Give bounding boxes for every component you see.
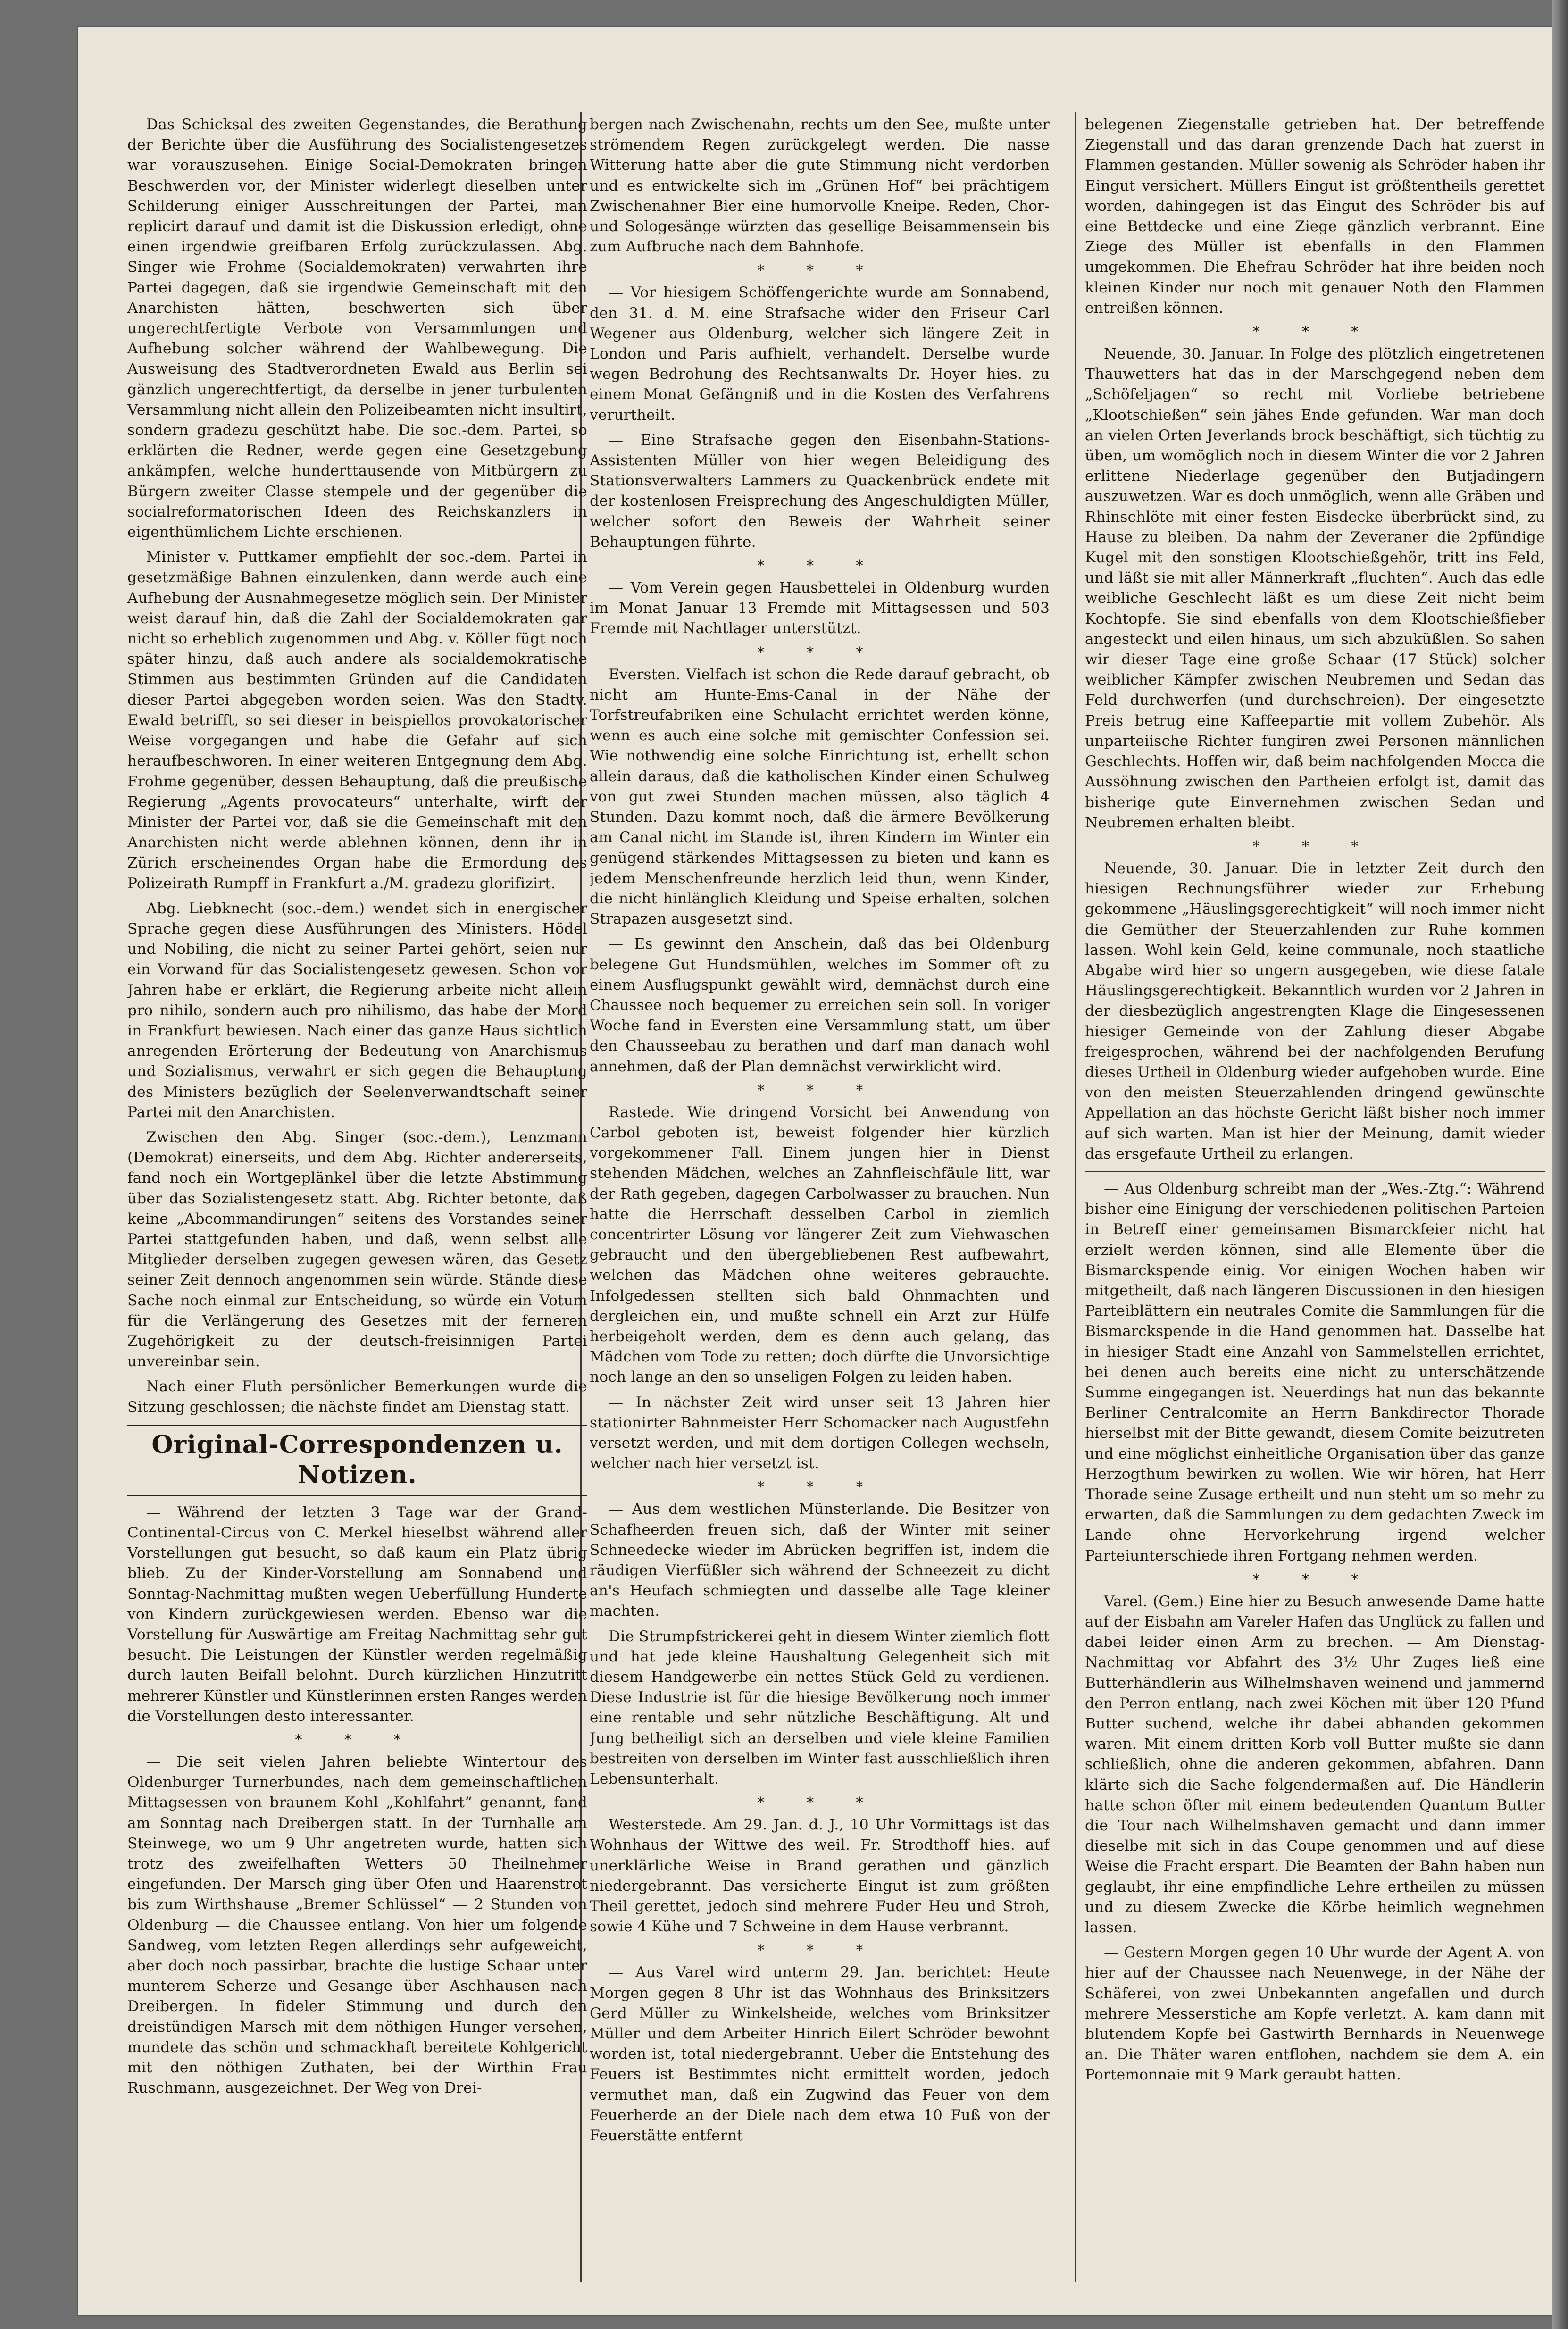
article-paragraph: — Die seit vielen Jahren beliebte Wintertour des Oldenburger Turnerbundes, nach dem gemeinschaftlichen Mittagsessen von braunem Kohl „Kohlfahrt“ genannt, fand am Sonntag nach Dreibergen statt. In der Turnhalle am Steinwege, wo um 9 Uhr angetreten wurde, hatten sich trotz des zweifelhaften Wetters 50 Theilnehmer eingefunden. Der Marsch ging über Ofen und Haarenstrot bis zum Wirthshause „Bremer Schlüssel“ — 2 Stunden von Oldenburg — die Chaussee entlang. Von hier um folgende Sandweg, vom letzten Regen allerdings sehr aufgeweicht, aber doch noch passirbar, brachte die lustige Schaar unter munterem Scherze und Gesange über Aschhausen nach Dreibergen. In fideler Stimmung und durch den dreistündigen Marsch mit dem nöthigen Hunger versehen, mundete das schön und schmackhaft bereitete Kohlgericht mit den nöthigen Zuthaten, bei der Wirthin Frau Ruschmann, ausgezeichnet. Der Weg von Drei- bbox=[127, 1753, 587, 2097]
article-paragraph: Nach einer Fluth persönlicher Bemerkungen wurde die Sitzung geschlossen; die nächste findet am Dienstag statt. bbox=[127, 1378, 587, 1416]
section-separator-stars: * * * bbox=[757, 1479, 882, 1496]
article-paragraph: — Es gewinnt den Anschein, daß das bei Oldenburg belegene Gut Hundsmühlen, welches im Sommer oft zu einem Ausflugspunkt gewählt wird, demnächst durch eine Chaussee noch bequemer zu erreichen sein soll. In voriger Woche fand in Eversten eine Versammlung statt, um über den Chausseebau zu berathen und darf man danach wohl annehmen, daß der Plan demnächst verwirklicht wird. bbox=[590, 935, 1050, 1075]
article-paragraph: Minister v. Puttkamer empfiehlt der soc.-dem. Partei in gesetzmäßige Bahnen einzulenken, dann werde auch eine Aufhebung der Ausnahmegesetze möglich sein. Der Minister weist darauf hin, daß die Zahl der Socialdemokraten gar nicht so erheblich zugenommen und Abg. v. Köller fügt noch später hinzu, daß auch andere als socialdemokratische Stimmen aus bestimmten Gründen auf die Candidaten dieser Partei abgegeben worden seien. Was den Stadtv. Ewald betrifft, so sei dieser in beispiellos provokatorischer Weise vorgegangen und habe die Gefahr auf sich heraufbeschworen. In einer weiteren Entgegnung dem Abg. Frohme gegenüber, dessen Behauptung, daß die preußische Regierung „Agents provocateurs“ unterhalte, wirft der Minister der Partei vor, daß sie die Gemeinschaft mit den Anarchisten nicht werde ablehnen können, denn ihr in Zürich erscheinendes Organ habe die Ermordung des Polizeirath Rumpff in Frankfurt a./M. gradezu glorifizirt. bbox=[127, 549, 587, 892]
column-rule-right bbox=[1075, 112, 1076, 2282]
section-separator-stars: * * * bbox=[757, 558, 882, 575]
article-paragraph: — Während der letzten 3 Tage war der Grand-Continental-Circus von C. Merkel hieselbst während aller Vorstellungen gut besucht, so daß kaum ein Platz übrig blieb. Zu der Kinder-Vorstellung am Sonnabend und Sonntag-Nachmittag mußten wegen Ueberfüllung Hunderte von Kindern zurückgewiesen werden. Ebenso war die Vorstellung für Auswärtige am Freitag Nachmittag sehr gut besucht. Die Leistungen der Künstler werden regelmäßig durch lauten Beifall belohnt. Durch kürzlichen Hinzutritt mehrerer Künstler und Künstlerinnen ersten Ranges werden die Vorstellungen desto interessanter. bbox=[127, 1503, 587, 1725]
newspaper-page bbox=[78, 27, 1552, 2315]
article-paragraph: bergen nach Zwischenahn, rechts um den See, mußte unter strömendem Regen zurückgelegt werden. Die nasse Witterung hatte aber die gute Stimmung nicht verdorben und es entwickelte sich im „Grünen Hof“ bei prächtigem Zwischenahner Bier eine humorvolle Kneipe. Reden, Chor- und Sologesänge würzten das gesellige Beisammensein bis zum Aufbruche nach dem Bahnhofe. bbox=[590, 116, 1050, 256]
divider-rule bbox=[1085, 1171, 1545, 1172]
section-separator-stars: * * * bbox=[1252, 838, 1377, 855]
article-paragraph: — Gestern Morgen gegen 10 Uhr wurde der Agent A. von hier auf der Chaussee nach Neuenwege, in der Nähe der Schäferei, von zwei Unbekannten angefallen und durch mehrere Messerstiche am Kopfe verletzt. A. kam dann mit blutendem Kopfe bei Gastwirth Bernhards in Neuenwege an. Die Thäter waren entflohen, nachdem sie dem A. ein Portemonnaie mit 9 Mark geraubt hatten. bbox=[1085, 1944, 1545, 2084]
article-paragraph: — Aus Oldenburg schreibt man der „Wes.-Ztg.“: Während bisher eine Einigung der verschiedenen politischen Parteien in Betreff einer gemeinsamen Bismarckfeier nicht hat erzielt werden können, sind alle Elemente über die Bismarckspende einig. Vor einigen Wochen haben wir mitgetheilt, daß nach längeren Discussionen in den hiesigen Parteiblättern ein neutrales Comite die Sammlungen für die Bismarckspende in die Hand genommen hat. Dasselbe hat in hiesiger Stadt eine Anzahl von Sammelstellen errichtet, bei denen auch bereits eine nicht zu unterschätzende Summe eingegangen ist. Neuerdings hat nun das bekannte Berliner Centralcomite an Herrn Bankdirector Thorade hierselbst mit der Bitte gewandt, diesem Comite beizutreten und eine möglichst einheitliche Organisation über das ganze Herzogthum bewirken zu wollen. Wie wir hören, hat Herr Thorade seine Zusage ertheilt und nun steht um so mehr zu erwarten, daß die Sammlungen zu dem gedachten Zweck im Lande ohne Hervorkehrung irgend welcher Parteiunterschiede ihren Fortgang nehmen werden. bbox=[1085, 1180, 1545, 1564]
section-heading: Original-Correspondenzen u. Notizen. bbox=[127, 1425, 587, 1496]
column-left bbox=[127, 115, 587, 2287]
article-paragraph: Westerstede. Am 29. Jan. d. J., 10 Uhr Vormittags ist das Wohnhaus der Wittwe des weil. Fr. Strodthoff hies. auf unerklärliche Weise in Brand gerathen und gänzlich niedergebrannt. Das versicherte Eingut ist zum größten Theil gerettet, jedoch sind mehrere Fuder Heu und Stroh, sowie 4 Kühe und 7 Schweine in dem Hause verbrannt. bbox=[590, 1816, 1050, 1936]
article-paragraph: — Vom Verein gegen Hausbettelei in Oldenburg wurden im Monat Januar 13 Fremde mit Mittagsessen und 503 Fremde mit Nachtlager unterstützt. bbox=[590, 579, 1050, 637]
article-paragraph: — Aus dem westlichen Münsterlande. Die Besitzer von Schafheerden freuen sich, daß der Winter mit seiner Schneedecke wieder im Abrücken begriffen ist, indem die räudigen Vierfüßler sich während der Schneezeit zu dicht an's Heufach schmiegten und dasselbe alle Tage kleiner machten. bbox=[590, 1501, 1050, 1620]
article-paragraph: Varel. (Gem.) Eine hier zu Besuch anwesende Dame hatte auf der Eisbahn am Vareler Hafen das Unglück zu fallen und dabei leider einen Arm zu brechen. — Am Dienstag-Nachmittag vor Abfahrt des 3½ Uhr Zuges ließ eine Butterhändlerin aus Wilhelmshaven weinend und jammernd den Perron entlang, nach zwei Köchen mit über 120 Pfund Butter suchend, welche ihr dabei abhanden gekommen waren. Mit einem dritten Korb voll Butter mußte sie dann schließlich, ohne die anderen gekommen, abfahren. Dann klärte sich die Sache folgendermaßen auf. Die Händlerin hatte schon öfter mit einem bedeutenden Quantum Butter die Tour nach Wilhelmshaven gemacht und dann immer dieselbe mit sich in das Coupe genommen und auf diese Weise die Fracht erspart. Die Beamten der Bahn haben nun geglaubt, ihr eine empfindliche Lehre ertheilen zu müssen und zu diesem Zwecke die Körbe heimlich wegnehmen lassen. bbox=[1085, 1593, 1545, 1937]
section-separator-stars: * * * bbox=[295, 1732, 420, 1749]
article-paragraph: — Vor hiesigem Schöffengerichte wurde am Sonnabend, den 31. d. M. eine Strafsache wider den Friseur Carl Wegener aus Oldenburg, welcher sich längere Zeit in London und Paris aufhielt, verhandelt. Derselbe wurde wegen Bedrohung des Rechtsanwalts Dr. Hoyer hies. zu einem Monat Gefängniß und in die Kosten des Verfahrens verurtheilt. bbox=[590, 284, 1050, 424]
section-separator-stars: * * * bbox=[757, 644, 882, 661]
article-paragraph: Neuende, 30. Januar. Die in letzter Zeit durch den hiesigen Rechnungsführer wieder zur Erhebung gekommene „Häuslingsgerechtigkeit“ will noch immer nicht die Gemüther der Steuerzahlenden zur Ruhe kommen lassen. Wohl kein Geld, keine communale, noch staatliche Abgabe wird hier so ungern ausgegeben, wie diese fatale Häuslingsgerechtigkeit. Bekanntlich wurden vor 2 Jahren in der diesbezüglich angestrengten Klage die Eingesessenen hiesiger Gemeinde von der Zahlung dieser Abgabe freigesprochen, während bei der nachfolgenden Berufung dieses Urtheil in Oldenburg wieder aufgehoben wurde. Eine von den meisten Steuerzahlenden dringend gewünschte Appellation an das höchste Gericht läßt bisher noch immer auf sich warten. Man ist hier der Meinung, damit wieder das ersgefaute Urtheil zu erlangen. bbox=[1085, 860, 1545, 1162]
section-separator-stars: * * * bbox=[757, 1082, 882, 1099]
section-separator-stars: * * * bbox=[1252, 1571, 1377, 1588]
article-paragraph: Rastede. Wie dringend Vorsicht bei Anwendung von Carbol geboten ist, beweist folgender hier kürzlich vorgekommener Fall. Einem jungen hier in Dienst stehenden Mädchen, welches an Zahnfleischfäule litt, war der Rath gegeben, dagegen Carbolwasser zu brauchen. Nun hatte die Herrschaft desselben Carbol in ziemlich concentrirter Lösung vor längerer Zeit zum Viehwaschen gebraucht und den übergebliebenen Rest aufbewahrt, welchen das Mädchen ohne weiteres gebrauchte. Infolgedessen stellten sich bald Ohnmachten und dergleichen ein, und mußte schnell ein Arzt zur Hülfe herbeigeholt werden, dem es denn auch gelang, das Mädchen vom Tode zu retten; doch dürfte die Unvorsichtige noch lange an den so unseligen Folgen zu leiden haben. bbox=[590, 1103, 1050, 1386]
column-right bbox=[1085, 115, 1545, 2287]
article-paragraph: — Eine Strafsache gegen den Eisenbahn-Stations-Assistenten Müller von hier wegen Beleidigung des Stationsverwalters Lammers zu Quackenbrück endete mit der kostenlosen Freisprechung des Angeschuldigten Müller, welcher sofort den Beweis der Wahrheit seiner Behauptungen führte. bbox=[590, 431, 1050, 551]
article-paragraph: — Aus Varel wird unterm 29. Jan. berichtet: Heute Morgen gegen 8 Uhr ist das Wohnhaus des Brinksitzers Gerd Müller zu Winkelsheide, welches vom Brinksitzer Müller und dem Arbeiter Hinrich Eilert Schröder bewohnt worden ist, total niedergebrannt. Ueber die Entstehung des Feuers ist Bestimmtes nicht ermittelt worden, jedoch vermuthet man, daß ein Zugwind das Feuer von dem Feuerherde an der Diele nach dem etwa 10 Fuß von der Feuerstätte entfernt bbox=[590, 1964, 1050, 2145]
book-edge bbox=[1552, 0, 1568, 2329]
section-separator-stars: * * * bbox=[757, 1795, 882, 1811]
article-paragraph: — In nächster Zeit wird unser seit 13 Jahren hier stationirter Bahnmeister Herr Schomacker nach Augustfehn versetzt werden, und mit dem dortigen Collegen wechseln, welcher nach hier versetzt ist. bbox=[590, 1394, 1050, 1472]
article-paragraph: Neuende, 30. Januar. In Folge des plötzlich eingetretenen Thauwetters hat das in der Marschgegend neben dem „Schöfeljagen“ so recht mit Vorliebe betriebene „Klootschießen“ sein jähes Ende gefunden. War man doch an vielen Orten Jeverlands brock beschäftigt, sich tüchtig zu üben, um womöglich noch in diesem Winter die vor 2 Jahren erlittene Niederlage gegenüber den Butjadingern auszuwetzen. War es doch unmöglich, wenn alle Gräben und Rhinschlöte mit einer festen Eisdecke überbrückt sind, zu Hause zu bleiben. Da nahm der Zeveraner die 2pfündige Kugel mit den sonstigen Klootschießgehör, tritt ins Feld, und läßt sie mit aller Männerkraft „fluchten“. Auch das edle weibliche Geschlecht läßt es um diese Zeit nicht beim Kochtopfe. Sie sind ebenfalls von dem Klootschießfieber angesteckt und eilen hinaus, um sich abzuküßlen. So sahen wir dieser Tage eine große Schaar (17 Stück) solcher weiblicher Kämpfer zwischen Neubremen und Sedan das Feld durchwerfen (und durchschreien). Der eingesetzte Preis betrug eine Kaffeepartie mit vollem Zubehör. Als unparteiische Richter fungiren zwei Personen männlichen Geschlechts. Hoffen wir, daß beim nachfolgenden Mocca die Aussöhnung zwischen den Partheien erfolgt ist, damit das bisherige gute Einvernehmen zwischen Sedan und Neubremen erhalten bleibt. bbox=[1085, 345, 1545, 831]
column-middle bbox=[590, 115, 1050, 2287]
article-paragraph: Eversten. Vielfach ist schon die Rede darauf gebracht, ob nicht am Hunte-Ems-Canal in der Nähe der Torfstreufabriken eine Schulacht errichtet werden könne, wenn es auch eine solche mit gemischter Confession sei. Wie nothwendig eine solche Einrichtung ist, erhellt schon allein daraus, daß die katholischen Kinder einen Schulweg von gut zwei Stunden machen müssen, also täglich 4 Stunden. Dazu kommt noch, daß die ärmere Bevölkerung am Canal nicht im Stande ist, ihren Kindern im Winter ein genügend stärkendes Mittagsessen zu bieten und kann es jedem Menschenfreunde herzlich leid thun, wenn Kinder, die nicht hinlänglich Kleidung und Speise erhalten, solchen Strapazen ausgesetzt sind. bbox=[590, 666, 1050, 928]
article-paragraph: Die Strumpfstrickerei geht in diesem Winter ziemlich flott und hat jede kleine Haushaltung Gelegenheit sich mit diesem Handgewerbe ein nettes Stück Geld zu verdienen. Diese Industrie ist für die hiesige Bevölkerung noch immer eine rentable und sehr nützliche Beschäftigung. Alt und Jung betheiligt sich an derselben und viele kleine Familien bestreiten von derselben im Winter fast ausschließlich ihren Lebensunterhalt. bbox=[590, 1628, 1050, 1788]
section-separator-stars: * * * bbox=[1252, 324, 1377, 341]
article-paragraph: Zwischen den Abg. Singer (soc.-dem.), Lenzmann (Demokrat) einerseits, und dem Abg. Richter andererseits, fand noch ein Wortgeplänkel über die letzte Abstimmung über das Sozialistengesetz statt. Abg. Richter betonte, daß keine „Abcommandirungen“ seitens des Vorstandes seiner Partei stattgefunden haben, und daß, wenn selbst alle Mitglieder derselben zugegen gewesen wären, das Gesetz seiner Zeit dennoch angenommen sein würde. Stände diese Sache noch einmal zur Entscheidung, so würde ein Votum für die Verlängerung des Gesetzes mit der ferneren Zugehörigkeit zu der deutsch-freisinnigen Partei unvereinbar sein. bbox=[127, 1128, 587, 1370]
article-paragraph: Abg. Liebknecht (soc.-dem.) wendet sich in energischer Sprache gegen diese Ausführungen des Ministers. Hödel und Nobiling, die nicht zu seiner Partei gehört, seien nur ein Vorwand für das Socialistengesetz gewesen. Schon vor Jahren habe er erklärt, die Regierung arbeite nicht allein pro nihilo, sondern auch pro nihilismo, das habe der Mord in Frankfurt bewiesen. Nach einer das ganze Haus sichtlich anregenden Erörterung der Bedeutung von Anarchismus und Sozialismus, verwahrt er sich gegen die Behauptung des Ministers bezüglich der Seelenverwandtschaft seiner Partei mit den Anarchisten. bbox=[127, 900, 587, 1121]
section-separator-stars: * * * bbox=[757, 262, 882, 279]
section-separator-stars: * * * bbox=[757, 1942, 882, 1959]
article-paragraph: Das Schicksal des zweiten Gegenstandes, die Berathung der Berichte über die Ausführung des Socialistengesetzes war vorauszusehen. Einige Social-Demokraten bringen Beschwerden vor, der Minister widerlegt dieselben unter Schilderung einiger Ausschreitungen der Partei, man replicirt darauf und damit ist die Diskussion erledigt, ohne einen irgendwie greifbaren Erfolg zurückzulassen. Abg. Singer wie Frohme (Socialdemokraten) verwahrten ihre Partei dagegen, daß sie irgendwie Gemeinschaft mit den Anarchisten hätten, beschwerten sich über ungerechtfertigte Verbote von Versammlungen und Aufhebung solcher während der Wahlbewegung. Die Ausweisung des Stadtverordneten Ewald aus Berlin sei gänzlich ungerechtfertigt, da derselbe in jener turbulenten Versammlung nicht allein den Polizeibeamten nicht insultirt, sondern gradezu geschützt habe. Die soc.-dem. Partei, so erklärten die Redner, werde gegen eine Gesetzgebung ankämpfen, welche hunderttausende von Mitbürgern zu Bürgern zweiter Classe stempele und der gegenüber die socialreformatorischen Ideen des Reichskanzlers in eigenthümlichem Lichte erschienen. bbox=[127, 116, 587, 541]
article-paragraph: belegenen Ziegenstalle getrieben hat. Der betreffende Ziegenstall und das daran grenzende Dach hat zuerst in Flammen gestanden. Müller sowenig als Schröder haben ihr Eingut versichert. Müllers Eingut ist größtentheils gerettet worden, dahingegen ist das Eingut des Schröder bis auf eine Bettdecke und eine Ziege gänzlich verbrannt. Eine Ziege des Müller ist ebenfalls in den Flammen umgekommen. Die Ehefrau Schröder hat ihre beiden noch kleinen Kinder nur noch mit genauer Noth den Flammen entreißen können. bbox=[1085, 116, 1545, 317]
